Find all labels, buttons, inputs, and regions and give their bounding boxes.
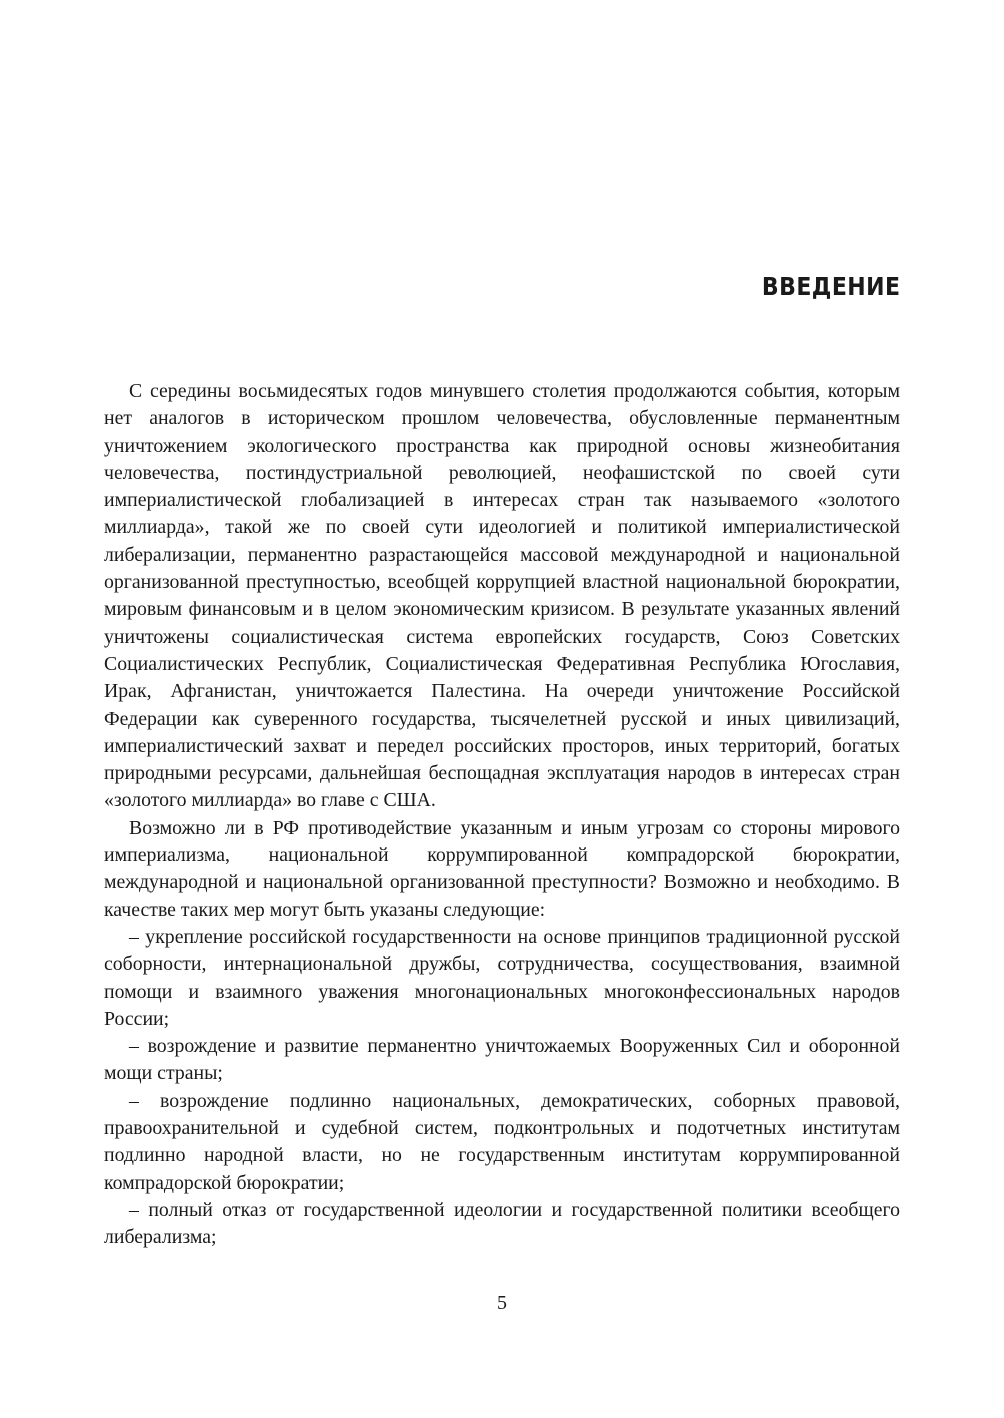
paragraph-question: Возможно ли в РФ противодействие указанным и иным угрозам со стороны мирового империализма, национальной коррумпированной компрадорской бюрократии, международной и национальной организованной преступности? Возможно и необходимо. В качестве таких мер могут быть указаны следующие: bbox=[104, 816, 900, 921]
paragraph-intro: С середины восьмидесятых годов минувшего столетия продолжаются события, которым нет аналогов в историческом прошлом человечества, обусловленные перманентным уничтожением экологического пространства как природной основы жизнеобитания человечества, постиндустриальной революцией, неофашистской по своей сути империалистической глобализацией в интересах стран так называемого «золотого миллиарда», такой же по своей сути идеологией и политикой империалистической либерализации, перманентно разрастающейся массовой международной и национальной организованной преступностью, всеобщей коррупцией властной национальной бюрократии, мировым финансовым и в целом экономическим кризисом. В результате указанных явлений уничтожены социалистическая система европейских государств, Союз Советских Социалистических Республик, Социалистическая Федеративная Республика Югославия, Ирак, Афганистан, уничтожается Палестина. На очереди уничтожение Российской Федерации как суверенного государства, тысячелетней русской и иных цивилизаций, империалистический захват и передел российских просторов, иных территорий, богатых природными ресурсами, дальнейшая беспощадная эксплуатация народов в интересах стран «золотого миллиарда» во главе с США. bbox=[104, 380, 900, 812]
list-item-liberalism: – полный отказ от государственной идеологии и государственной политики всеобщего либерализма; bbox=[104, 1198, 900, 1249]
list-item-legal-systems: – возрождение подлинно национальных, демократических, соборных правовой, правоохранительной и судебной систем, подконтрольных и подотчетных институтам подлинно народной власти, но не государственным институтам коррумпированной компрадорской бюрократии; bbox=[104, 1089, 900, 1194]
chapter-title: ВВЕДЕНИЕ bbox=[761, 272, 900, 301]
body-text bbox=[104, 378, 900, 1252]
page-number: 5 bbox=[497, 1292, 507, 1314]
list-item-statehood: – укрепление российской государственности на основе принципов традиционной русской соборности, интернациональной дружбы, сотрудничества, сосуществования, взаимной помощи и взаимного уважения многонациональных многоконфессиональных народов России; bbox=[104, 925, 900, 1030]
list-item-armed-forces: – возрождение и развитие перманентно уничтожаемых Вооруженных Сил и оборонной мощи страны; bbox=[104, 1035, 900, 1085]
